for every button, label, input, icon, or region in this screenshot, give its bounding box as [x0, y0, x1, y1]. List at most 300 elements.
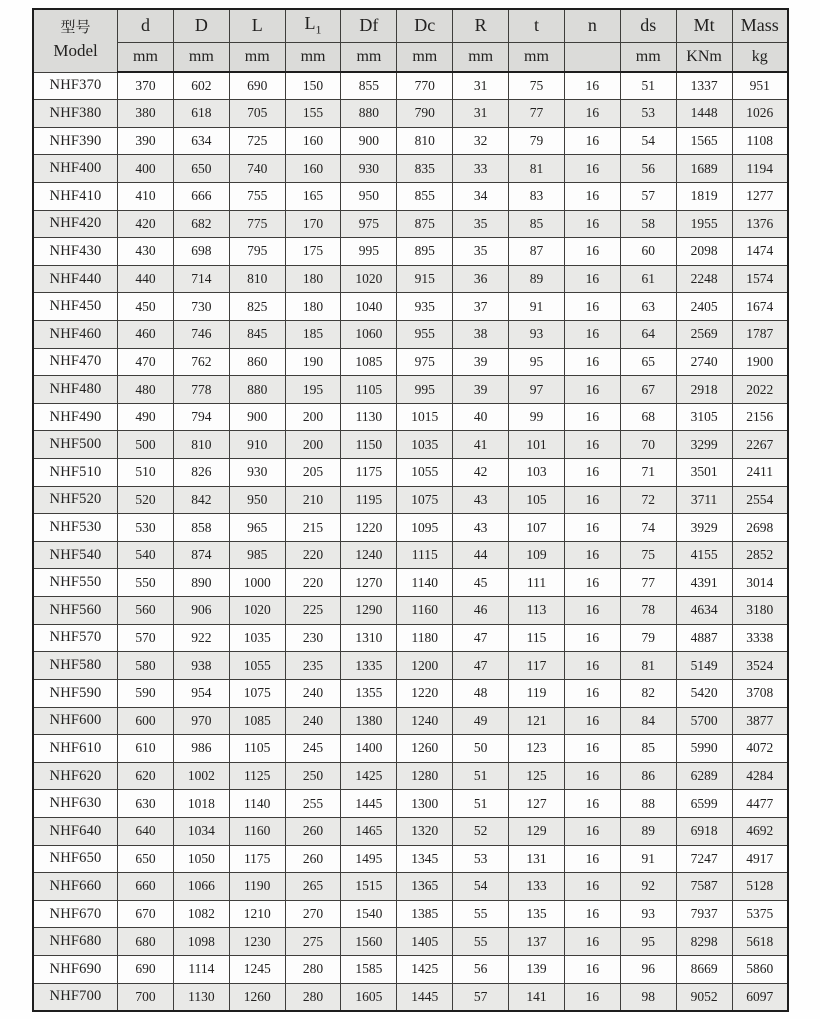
model-cell: NHF400: [33, 155, 118, 183]
value-cell-mass: 4477: [732, 790, 788, 818]
value-cell-ds: 51: [620, 72, 676, 100]
table-row: [33, 348, 788, 376]
value-cell-l1: 215: [285, 514, 341, 542]
value-cell-mass: 3338: [732, 624, 788, 652]
table-row: [33, 983, 788, 1011]
value-cell-d: 540: [118, 541, 174, 569]
value-cell-d: 1002: [173, 762, 229, 790]
value-cell-l1: 170: [285, 210, 341, 238]
value-cell-l: 1125: [229, 762, 285, 790]
value-cell-d: 922: [173, 624, 229, 652]
value-cell-n: 16: [564, 238, 620, 266]
col-symbol-l: L: [229, 9, 285, 42]
col-symbol-df: Df: [341, 9, 397, 42]
value-cell-df: 1130: [341, 403, 397, 431]
value-cell-r: 38: [453, 320, 509, 348]
value-cell-t: 125: [509, 762, 565, 790]
value-cell-l1: 200: [285, 431, 341, 459]
value-cell-mt: 2098: [676, 238, 732, 266]
value-cell-d: 580: [118, 652, 174, 680]
value-cell-d: 778: [173, 376, 229, 404]
value-cell-dc: 1035: [397, 431, 453, 459]
value-cell-dc: 1405: [397, 928, 453, 956]
value-cell-dc: 810: [397, 127, 453, 155]
value-cell-n: 16: [564, 569, 620, 597]
value-cell-mass: 5375: [732, 900, 788, 928]
table-row: [33, 900, 788, 928]
table-row: [33, 928, 788, 956]
value-cell-df: 1335: [341, 652, 397, 680]
value-cell-d: 1130: [173, 983, 229, 1011]
value-cell-dc: 1345: [397, 845, 453, 873]
value-cell-n: 16: [564, 320, 620, 348]
value-cell-t: 105: [509, 486, 565, 514]
col-unit-df: mm: [341, 42, 397, 72]
value-cell-df: 1495: [341, 845, 397, 873]
value-cell-ds: 56: [620, 155, 676, 183]
value-cell-ds: 81: [620, 652, 676, 680]
value-cell-d: 670: [118, 900, 174, 928]
value-cell-df: 1585: [341, 956, 397, 984]
value-cell-d: 666: [173, 182, 229, 210]
value-cell-d: 1082: [173, 900, 229, 928]
value-cell-t: 117: [509, 652, 565, 680]
value-cell-t: 77: [509, 100, 565, 128]
spec-table-header: [33, 9, 788, 72]
value-cell-t: 99: [509, 403, 565, 431]
value-cell-l1: 150: [285, 72, 341, 100]
value-cell-l: 1000: [229, 569, 285, 597]
value-cell-d: 682: [173, 210, 229, 238]
value-cell-d: 650: [118, 845, 174, 873]
model-cell: NHF520: [33, 486, 118, 514]
header-symbol-row: [33, 9, 788, 42]
value-cell-mass: 2267: [732, 431, 788, 459]
value-cell-r: 45: [453, 569, 509, 597]
table-row: [33, 790, 788, 818]
table-row: [33, 514, 788, 542]
table-row: [33, 320, 788, 348]
value-cell-mt: 9052: [676, 983, 732, 1011]
table-row: [33, 956, 788, 984]
value-cell-l1: 225: [285, 597, 341, 625]
value-cell-ds: 91: [620, 845, 676, 873]
value-cell-dc: 1140: [397, 569, 453, 597]
value-cell-mass: 2698: [732, 514, 788, 542]
value-cell-l1: 235: [285, 652, 341, 680]
value-cell-n: 16: [564, 900, 620, 928]
table-row: [33, 265, 788, 293]
value-cell-l1: 240: [285, 679, 341, 707]
value-cell-l: 880: [229, 376, 285, 404]
col-unit-mass: kg: [732, 42, 788, 72]
value-cell-mass: 3180: [732, 597, 788, 625]
value-cell-mass: 1108: [732, 127, 788, 155]
value-cell-t: 107: [509, 514, 565, 542]
table-row: [33, 182, 788, 210]
value-cell-l1: 195: [285, 376, 341, 404]
value-cell-df: 1560: [341, 928, 397, 956]
value-cell-mass: 1277: [732, 182, 788, 210]
table-row: [33, 238, 788, 266]
value-cell-l: 1085: [229, 707, 285, 735]
value-cell-mass: 5860: [732, 956, 788, 984]
value-cell-l1: 250: [285, 762, 341, 790]
value-cell-df: 1400: [341, 735, 397, 763]
table-row: [33, 679, 788, 707]
value-cell-mt: 4391: [676, 569, 732, 597]
value-cell-df: 1290: [341, 597, 397, 625]
value-cell-mass: 1474: [732, 238, 788, 266]
value-cell-l: 725: [229, 127, 285, 155]
value-cell-df: 1175: [341, 459, 397, 487]
value-cell-l: 950: [229, 486, 285, 514]
value-cell-ds: 92: [620, 873, 676, 901]
value-cell-d: 550: [118, 569, 174, 597]
value-cell-d: 660: [118, 873, 174, 901]
value-cell-mass: 3877: [732, 707, 788, 735]
model-cell: NHF650: [33, 845, 118, 873]
value-cell-d: 698: [173, 238, 229, 266]
value-cell-n: 16: [564, 100, 620, 128]
value-cell-mt: 3299: [676, 431, 732, 459]
value-cell-d: 610: [118, 735, 174, 763]
value-cell-t: 89: [509, 265, 565, 293]
value-cell-mass: 3524: [732, 652, 788, 680]
table-row: [33, 376, 788, 404]
value-cell-mt: 5149: [676, 652, 732, 680]
value-cell-ds: 96: [620, 956, 676, 984]
value-cell-mass: 3014: [732, 569, 788, 597]
value-cell-mt: 6599: [676, 790, 732, 818]
col-symbol-ds: ds: [620, 9, 676, 42]
value-cell-mass: 5128: [732, 873, 788, 901]
value-cell-n: 16: [564, 597, 620, 625]
value-cell-r: 36: [453, 265, 509, 293]
value-cell-ds: 86: [620, 762, 676, 790]
value-cell-d: 530: [118, 514, 174, 542]
value-cell-r: 47: [453, 652, 509, 680]
value-cell-mass: 4072: [732, 735, 788, 763]
value-cell-df: 1020: [341, 265, 397, 293]
col-symbol-dc: Dc: [397, 9, 453, 42]
value-cell-mass: 6097: [732, 983, 788, 1011]
value-cell-df: 950: [341, 182, 397, 210]
table-row: [33, 817, 788, 845]
value-cell-r: 31: [453, 100, 509, 128]
value-cell-d: 370: [118, 72, 174, 100]
value-cell-r: 42: [453, 459, 509, 487]
value-cell-ds: 67: [620, 376, 676, 404]
value-cell-df: 1195: [341, 486, 397, 514]
value-cell-t: 75: [509, 72, 565, 100]
value-cell-n: 16: [564, 155, 620, 183]
value-cell-r: 31: [453, 72, 509, 100]
value-cell-dc: 835: [397, 155, 453, 183]
value-cell-mt: 2248: [676, 265, 732, 293]
value-cell-df: 880: [341, 100, 397, 128]
model-cell: NHF610: [33, 735, 118, 763]
model-cell: NHF390: [33, 127, 118, 155]
value-cell-l1: 210: [285, 486, 341, 514]
value-cell-l1: 180: [285, 293, 341, 321]
value-cell-t: 81: [509, 155, 565, 183]
value-cell-t: 139: [509, 956, 565, 984]
value-cell-df: 1270: [341, 569, 397, 597]
value-cell-n: 16: [564, 72, 620, 100]
value-cell-df: 1465: [341, 817, 397, 845]
value-cell-t: 135: [509, 900, 565, 928]
value-cell-r: 33: [453, 155, 509, 183]
value-cell-n: 16: [564, 956, 620, 984]
value-cell-r: 43: [453, 486, 509, 514]
value-cell-n: 16: [564, 431, 620, 459]
value-cell-df: 1380: [341, 707, 397, 735]
value-cell-r: 53: [453, 845, 509, 873]
value-cell-mt: 1448: [676, 100, 732, 128]
table-row: [33, 707, 788, 735]
value-cell-dc: 1240: [397, 707, 453, 735]
table-row: [33, 541, 788, 569]
table-row: [33, 845, 788, 873]
value-cell-r: 41: [453, 431, 509, 459]
model-cell: NHF470: [33, 348, 118, 376]
value-cell-d: 690: [118, 956, 174, 984]
value-cell-l1: 160: [285, 155, 341, 183]
model-cell: NHF550: [33, 569, 118, 597]
value-cell-mt: 4155: [676, 541, 732, 569]
col-unit-d: mm: [118, 42, 174, 72]
value-cell-df: 1355: [341, 679, 397, 707]
model-cell: NHF530: [33, 514, 118, 542]
value-cell-t: 137: [509, 928, 565, 956]
value-cell-d: 858: [173, 514, 229, 542]
value-cell-l: 755: [229, 182, 285, 210]
value-cell-l1: 275: [285, 928, 341, 956]
model-cell: NHF540: [33, 541, 118, 569]
value-cell-t: 95: [509, 348, 565, 376]
value-cell-l: 775: [229, 210, 285, 238]
table-row: [33, 569, 788, 597]
value-cell-n: 16: [564, 376, 620, 404]
value-cell-l: 1020: [229, 597, 285, 625]
value-cell-d: 970: [173, 707, 229, 735]
col-symbol-t: t: [509, 9, 565, 42]
value-cell-df: 1515: [341, 873, 397, 901]
value-cell-l: 1140: [229, 790, 285, 818]
value-cell-d: 874: [173, 541, 229, 569]
value-cell-dc: 1280: [397, 762, 453, 790]
value-cell-t: 83: [509, 182, 565, 210]
value-cell-t: 115: [509, 624, 565, 652]
value-cell-mt: 3105: [676, 403, 732, 431]
value-cell-n: 16: [564, 210, 620, 238]
value-cell-d: 680: [118, 928, 174, 956]
model-cell: NHF600: [33, 707, 118, 735]
value-cell-dc: 1115: [397, 541, 453, 569]
value-cell-l1: 260: [285, 845, 341, 873]
value-cell-r: 51: [453, 790, 509, 818]
value-cell-d: 1066: [173, 873, 229, 901]
value-cell-d: 600: [118, 707, 174, 735]
value-cell-df: 930: [341, 155, 397, 183]
value-cell-mt: 3711: [676, 486, 732, 514]
value-cell-ds: 98: [620, 983, 676, 1011]
value-cell-l: 1210: [229, 900, 285, 928]
value-cell-t: 113: [509, 597, 565, 625]
value-cell-mt: 1565: [676, 127, 732, 155]
value-cell-t: 123: [509, 735, 565, 763]
value-cell-l1: 200: [285, 403, 341, 431]
value-cell-df: 1060: [341, 320, 397, 348]
value-cell-r: 39: [453, 376, 509, 404]
value-cell-r: 51: [453, 762, 509, 790]
value-cell-l1: 190: [285, 348, 341, 376]
value-cell-mt: 7247: [676, 845, 732, 873]
table-row: [33, 127, 788, 155]
value-cell-l1: 280: [285, 983, 341, 1011]
table-row: [33, 624, 788, 652]
value-cell-l: 860: [229, 348, 285, 376]
value-cell-ds: 85: [620, 735, 676, 763]
value-cell-mass: 1376: [732, 210, 788, 238]
value-cell-ds: 82: [620, 679, 676, 707]
value-cell-n: 16: [564, 265, 620, 293]
value-cell-l: 965: [229, 514, 285, 542]
value-cell-dc: 1300: [397, 790, 453, 818]
value-cell-mass: 1787: [732, 320, 788, 348]
value-cell-dc: 1445: [397, 983, 453, 1011]
value-cell-mass: 951: [732, 72, 788, 100]
value-cell-l: 690: [229, 72, 285, 100]
value-cell-mt: 5700: [676, 707, 732, 735]
value-cell-t: 91: [509, 293, 565, 321]
value-cell-l1: 245: [285, 735, 341, 763]
value-cell-mt: 1689: [676, 155, 732, 183]
value-cell-df: 900: [341, 127, 397, 155]
value-cell-l: 1105: [229, 735, 285, 763]
value-cell-mass: 2554: [732, 486, 788, 514]
value-cell-df: 1445: [341, 790, 397, 818]
value-cell-l1: 220: [285, 541, 341, 569]
table-row: [33, 873, 788, 901]
value-cell-d: 570: [118, 624, 174, 652]
value-cell-d: 826: [173, 459, 229, 487]
value-cell-dc: 1180: [397, 624, 453, 652]
value-cell-d: 410: [118, 182, 174, 210]
value-cell-dc: 855: [397, 182, 453, 210]
value-cell-mass: 1026: [732, 100, 788, 128]
model-cell: NHF510: [33, 459, 118, 487]
value-cell-n: 16: [564, 873, 620, 901]
col-unit-d: mm: [173, 42, 229, 72]
value-cell-ds: 84: [620, 707, 676, 735]
value-cell-ds: 89: [620, 817, 676, 845]
col-unit-ds: mm: [620, 42, 676, 72]
value-cell-d: 450: [118, 293, 174, 321]
value-cell-l: 1055: [229, 652, 285, 680]
value-cell-mass: 4284: [732, 762, 788, 790]
value-cell-d: 602: [173, 72, 229, 100]
value-cell-dc: 790: [397, 100, 453, 128]
model-cell: NHF690: [33, 956, 118, 984]
value-cell-n: 16: [564, 624, 620, 652]
value-cell-l: 910: [229, 431, 285, 459]
value-cell-ds: 68: [620, 403, 676, 431]
value-cell-dc: 1015: [397, 403, 453, 431]
value-cell-n: 16: [564, 514, 620, 542]
value-cell-r: 54: [453, 873, 509, 901]
value-cell-r: 50: [453, 735, 509, 763]
value-cell-mt: 8298: [676, 928, 732, 956]
value-cell-d: 938: [173, 652, 229, 680]
value-cell-d: 954: [173, 679, 229, 707]
value-cell-ds: 54: [620, 127, 676, 155]
value-cell-df: 1310: [341, 624, 397, 652]
value-cell-dc: 955: [397, 320, 453, 348]
value-cell-l: 740: [229, 155, 285, 183]
model-cell: NHF490: [33, 403, 118, 431]
value-cell-ds: 77: [620, 569, 676, 597]
col-symbol-n: n: [564, 9, 620, 42]
value-cell-mt: 2405: [676, 293, 732, 321]
value-cell-d: 500: [118, 431, 174, 459]
value-cell-l1: 260: [285, 817, 341, 845]
value-cell-dc: 1425: [397, 956, 453, 984]
value-cell-n: 16: [564, 459, 620, 487]
model-cell: NHF640: [33, 817, 118, 845]
value-cell-ds: 95: [620, 928, 676, 956]
value-cell-n: 16: [564, 845, 620, 873]
value-cell-d: 842: [173, 486, 229, 514]
value-cell-mt: 8669: [676, 956, 732, 984]
value-cell-r: 55: [453, 928, 509, 956]
model-cell: NHF440: [33, 265, 118, 293]
model-cell: NHF660: [33, 873, 118, 901]
col-unit-t: mm: [509, 42, 565, 72]
value-cell-dc: 770: [397, 72, 453, 100]
value-cell-mass: 4917: [732, 845, 788, 873]
value-cell-mt: 1955: [676, 210, 732, 238]
model-cell: NHF580: [33, 652, 118, 680]
model-cell: NHF410: [33, 182, 118, 210]
value-cell-l: 985: [229, 541, 285, 569]
value-cell-d: 420: [118, 210, 174, 238]
value-cell-n: 16: [564, 182, 620, 210]
table-row: [33, 431, 788, 459]
value-cell-ds: 64: [620, 320, 676, 348]
value-cell-l1: 220: [285, 569, 341, 597]
model-cell: NHF430: [33, 238, 118, 266]
value-cell-mt: 3501: [676, 459, 732, 487]
value-cell-t: 131: [509, 845, 565, 873]
spec-table-body: [33, 72, 788, 1011]
col-unit-l: mm: [229, 42, 285, 72]
value-cell-ds: 60: [620, 238, 676, 266]
value-cell-mt: 1337: [676, 72, 732, 100]
table-row: [33, 210, 788, 238]
value-cell-r: 49: [453, 707, 509, 735]
value-cell-mt: 2740: [676, 348, 732, 376]
value-cell-t: 79: [509, 127, 565, 155]
col-symbol-mt: Mt: [676, 9, 732, 42]
value-cell-d: 906: [173, 597, 229, 625]
model-cell: NHF570: [33, 624, 118, 652]
value-cell-mass: 1574: [732, 265, 788, 293]
value-cell-dc: 1220: [397, 679, 453, 707]
value-cell-l1: 185: [285, 320, 341, 348]
value-cell-t: 85: [509, 210, 565, 238]
